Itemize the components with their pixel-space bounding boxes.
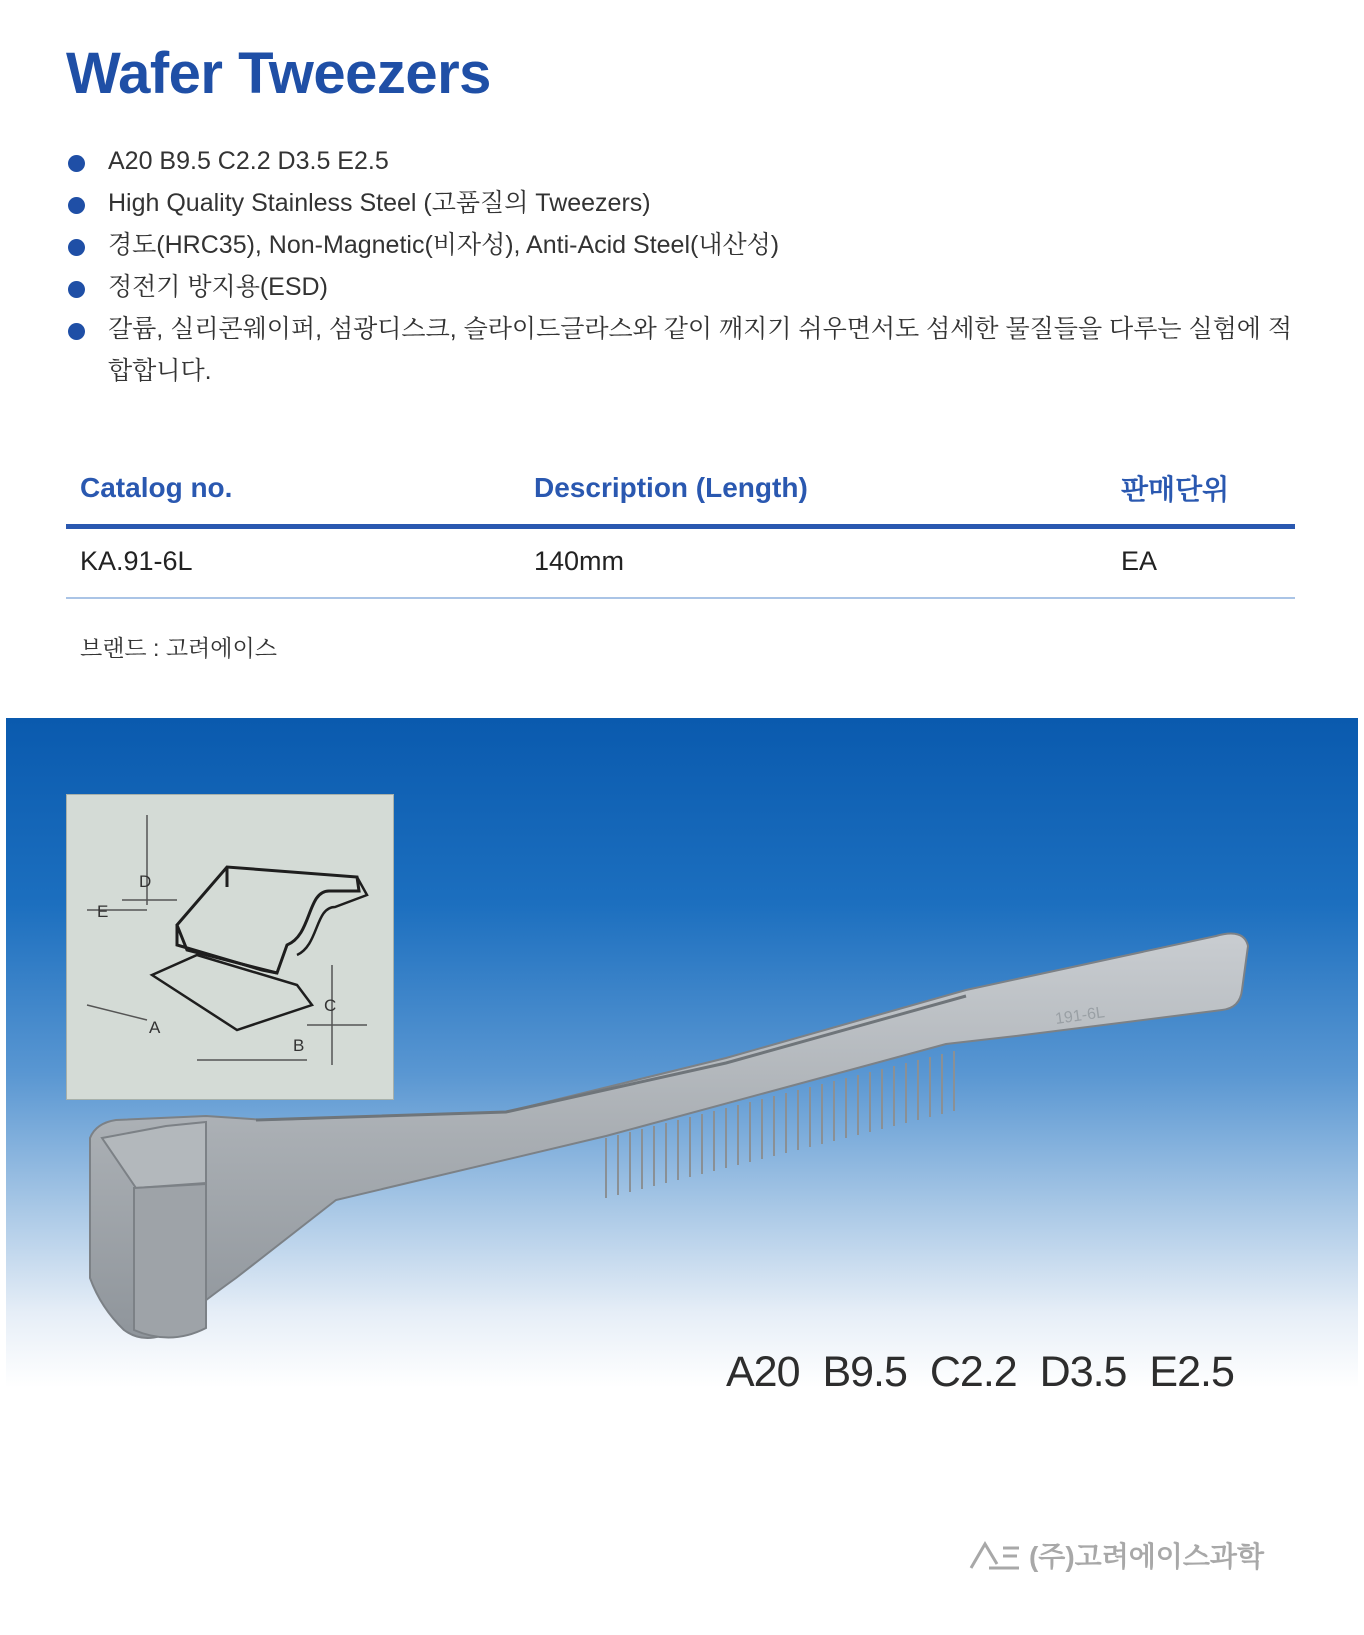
cell-description: 140mm [520, 527, 1107, 599]
brand-label: 브랜드 : 고려에이스 [80, 635, 277, 661]
header-description: Description (Length) [520, 458, 1107, 527]
product-photo [6, 718, 1358, 1462]
cell-catalog-no: KA.91-6L [66, 527, 520, 599]
page-title: Wafer Tweezers [66, 41, 491, 106]
bullet-icon [68, 323, 85, 340]
ace-logo-icon [969, 1540, 1023, 1570]
feature-item: High Quality Stainless Steel (고품질의 Tweezers) [66, 182, 1296, 224]
diagram-label-b: B [293, 1036, 305, 1055]
diagram-label-e: E [97, 902, 109, 921]
header-sales-unit: 판매단위 [1107, 458, 1295, 527]
feature-item: 경도(HRC35), Non-Magnetic(비자성), Anti-Acid Steel(내산성) [66, 224, 1296, 266]
spec-table [66, 458, 1295, 599]
diagram-label-a: A [149, 1018, 161, 1037]
bullet-icon [68, 281, 85, 298]
bullet-icon [68, 239, 85, 256]
cell-sales-unit: EA [1107, 527, 1295, 599]
header-catalog-no: Catalog no. [66, 458, 520, 527]
diagram-label-c: C [324, 996, 337, 1015]
table-row [66, 527, 1295, 599]
tweezer-engraving: 191-6L [1054, 1004, 1106, 1028]
feature-item: 정전기 방지용(ESD) [66, 266, 1296, 308]
bullet-icon [68, 155, 85, 172]
table-header-row [66, 458, 1295, 527]
feature-item: A20 B9.5 C2.2 D3.5 E2.5 [66, 140, 1296, 182]
feature-item: 갈륨, 실리콘웨이퍼, 섬광디스크, 슬라이드글라스와 같이 깨지기 쉬우면서도 섬세한 물질들을 다루는 실험에 적합합니다. [66, 308, 1296, 392]
company-name: (주)고려에이스과학 [1028, 1541, 1264, 1572]
company-footer [969, 1535, 1264, 1575]
diagram-label-d: D [139, 872, 152, 891]
dimension-label: A20 B9.5 C2.2 D3.5 E2.5 [726, 1348, 1234, 1396]
bullet-icon [68, 197, 85, 214]
feature-list [66, 140, 1296, 392]
